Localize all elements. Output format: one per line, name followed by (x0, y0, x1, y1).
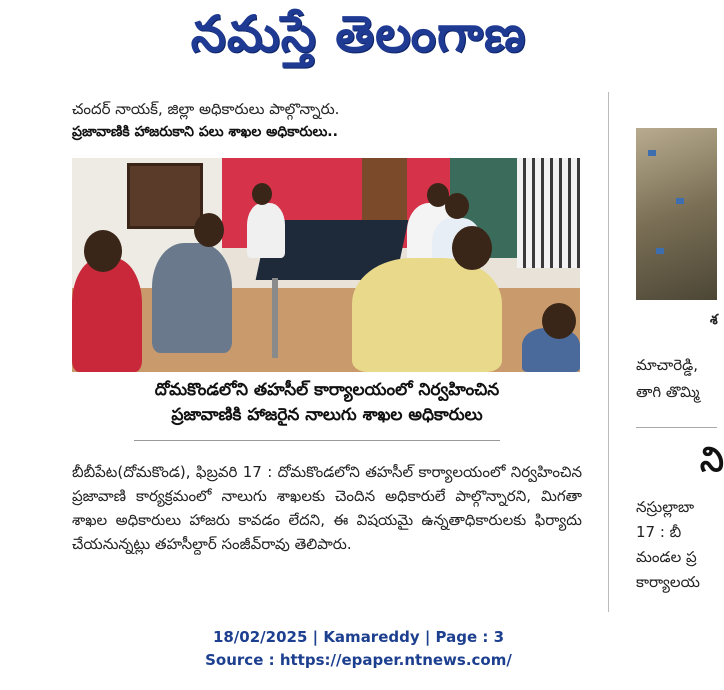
caption-divider (134, 440, 500, 441)
photo-person-head (542, 303, 576, 339)
photo-caption (72, 378, 582, 428)
photo-person-head (194, 213, 224, 247)
photo-detail (656, 248, 664, 254)
right-column-line: తాగి తొమ్మి (636, 383, 700, 401)
right-column-line: మాచారెడ్డి, (636, 356, 698, 374)
photo-person-head (452, 226, 492, 270)
right-column-divider (636, 427, 717, 428)
newspaper-title: నమస్తే తెలంగాణ (190, 4, 527, 63)
photo-detail (676, 198, 684, 204)
photo-caption-line: దోమకొండలోని తహసీల్ కార్యాలయంలో నిర్వహించిన (154, 380, 500, 400)
photo-table-leg (272, 278, 278, 358)
photo-person-head (252, 183, 272, 205)
photo-floor (72, 288, 580, 372)
right-photo-caption: శ (710, 312, 718, 328)
photo-person (247, 203, 285, 258)
article-header (72, 98, 582, 153)
article-body: బీబీపేట(దోమకొండ), ఫిబ్రవరి 17 : దోమకొండలోని తహసీల్ కార్యాలయంలో నిర్వహించిన ప్రజావాణి కార్యక్రమంలో నాలుగు శాఖలకు చెందిన అధికారులే పాల్గొన్నారని, మిగతా శాఖల అధికారులు హాజరు కావడం లేదని, ఈ విషయమై ఉన్నతాధికారులకు ఫిర్యాదు చేయనున్నట్లు తహసీల్దార్ సంజీవ్‌రావు తెలిపారు. (72, 463, 582, 553)
photo-window (127, 163, 203, 229)
right-column-line: 17 : బీ (636, 523, 682, 541)
article-photo (72, 158, 580, 372)
photo-caption-line: ప్రజావాణికి హాజరైన నాలుగు శాఖల అధికారులు (171, 405, 483, 425)
right-column-line: నస్రుల్లాబా (636, 498, 695, 516)
photo-person (352, 258, 502, 372)
right-column-headline: ని (700, 440, 724, 480)
photo-shutter (517, 158, 580, 268)
article-subhead: ప్రజావాణికి హాజరుకాని పలు శాఖల అధికారులు.. (72, 124, 338, 140)
footer-dateline: 18/02/2025 | Kamareddy | Page : 3 (212, 628, 505, 646)
photo-person-head (84, 230, 122, 272)
masthead (0, 0, 717, 80)
photo-person-head (445, 193, 469, 219)
photo-door (362, 158, 407, 228)
column-divider (608, 92, 609, 612)
right-column-photo (636, 128, 717, 300)
photo-detail (648, 150, 656, 156)
footer (0, 626, 717, 672)
photo-person (152, 243, 232, 353)
photo-person (72, 258, 142, 372)
right-column-line: కార్యాలయ (636, 573, 700, 591)
article-lead-line: చందర్ నాయక్, జిల్లా అధికారులు పాల్గొన్నారు. (72, 100, 340, 118)
footer-source: Source : https://epaper.ntnews.com/ (205, 651, 512, 669)
right-column-line: మండల ప్ర (636, 548, 697, 566)
